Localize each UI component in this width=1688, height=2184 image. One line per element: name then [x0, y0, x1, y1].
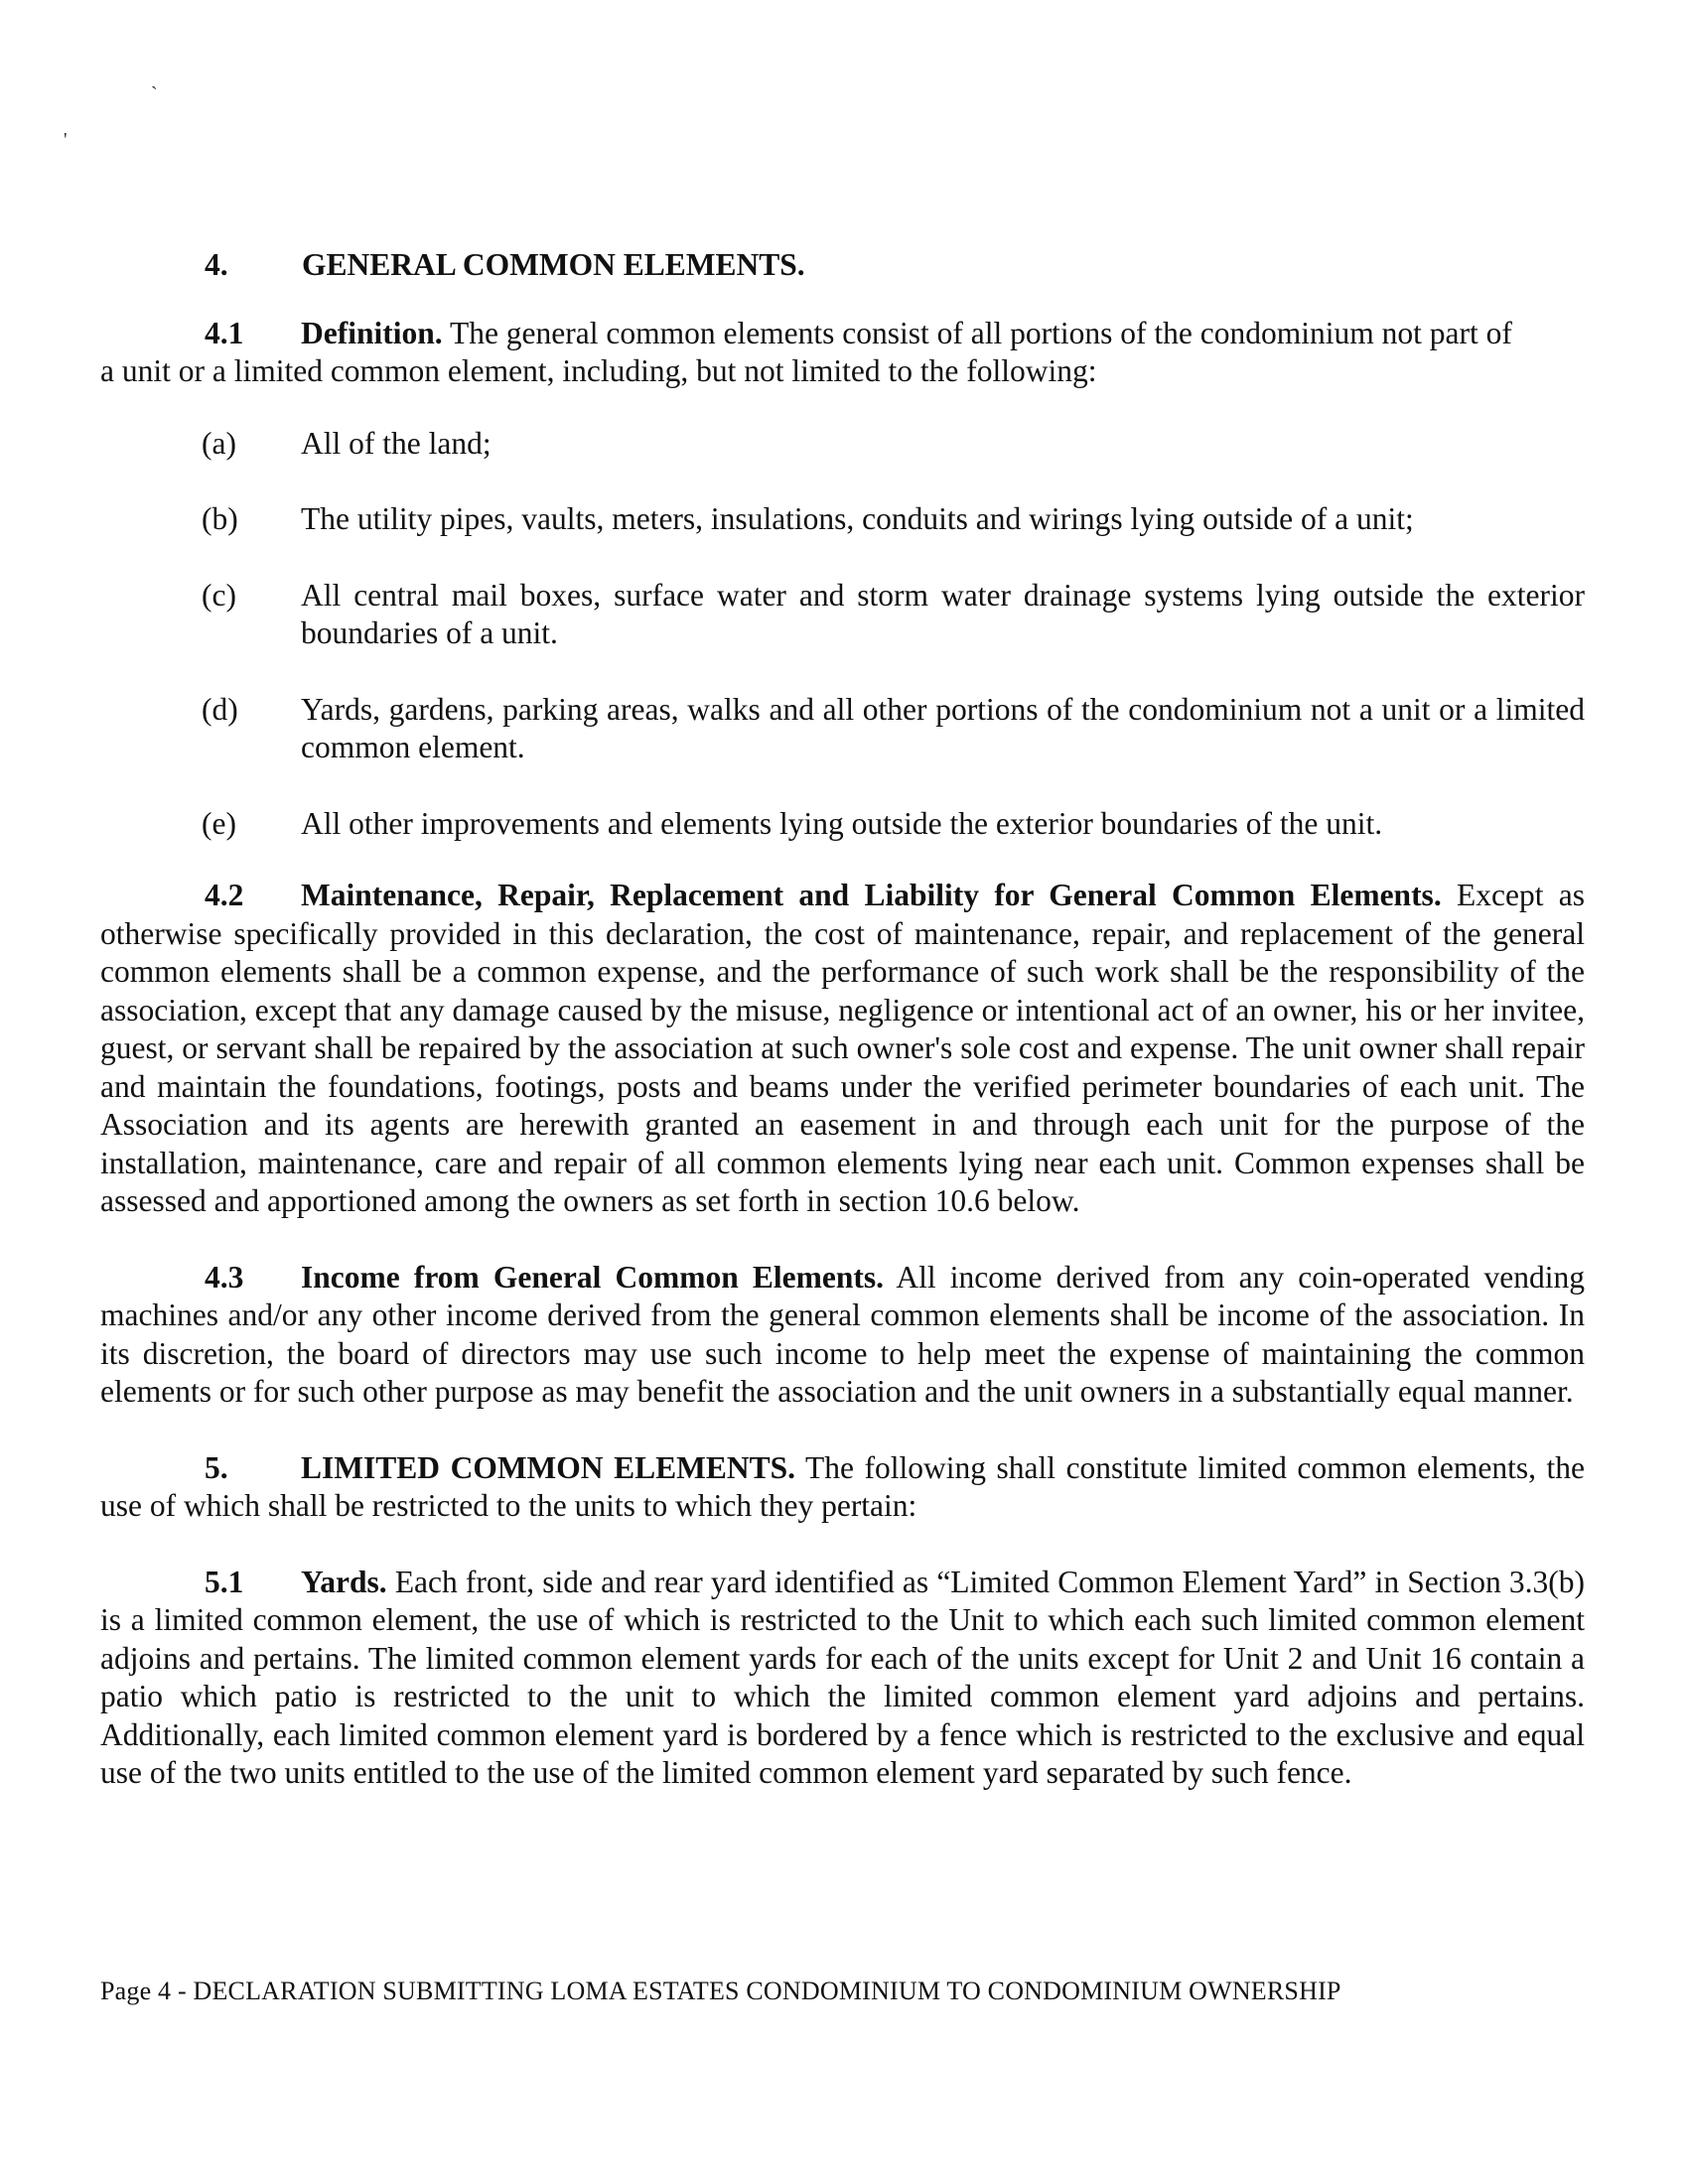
scan-mark: ' — [64, 129, 68, 151]
page-footer: Page 4 - DECLARATION SUBMITTING LOMA ESTATES CONDOMINIUM TO CONDOMINIUM OWNERSHIP — [100, 1977, 1341, 2005]
paragraph: 4.2 Maintenance, Repair, Replacement and Liability for General Common Elements. Except as otherwise specifically provided in this declaration, the cost of maintenance, repair, and replacement of the general common elements shall be a common expense, and the performance of such work shall be the responsibility of the association, except that any damage caused by the misuse, negligence or intentional act of an owner, his or her invitee, guest, or servant shall be repaired by the association at such owner's sole cost and expense. The unit owner shall repair and maintain the foundations, footings, posts and beams under the verified perimeter boundaries of each unit. The Association and its agents are herewith granted an easement in and through each unit for the purpose of the installation, maintenance, care and repair of all common elements lying near each unit. Common expenses shall be assessed and apportioned among the owners as set forth in section 10.6 below. — [100, 878, 1586, 1218]
list-item: (b) The utility pipes, vaults, meters, insulations, conduits and wirings lying outside of a unit; — [202, 501, 1414, 536]
list-item: (d) Yards, gardens, parking areas, walks and all other portions of the condominium not a unit or a limited common element. — [202, 691, 1585, 764]
list-item: (c) All central mail boxes, surface water and storm water drainage systems lying outside the exterior boundaries of a unit. — [202, 577, 1585, 650]
paragraph: 4.3 Income from General Common Elements. All income derived from any coin-operated vending machines and/or any other income derived from the general common elements shall be income of the association. In its discretion, the board of directors may use such income to help meet the expense of maintaining the common elements or for such other purpose as may benefit the association and the unit owners in a substantially equal manner. — [100, 1259, 1585, 1409]
paragraph: 4.1 Definition. The general common elements consist of all portions of the condominium not part of — [205, 315, 1512, 350]
paragraph-continuation: a unit or a limited common element, including, but not limited to the following: — [100, 353, 1097, 388]
list-item: (e) All other improvements and elements lying outside the exterior boundaries of the unit. — [202, 805, 1383, 841]
section-heading: 4. GENERAL COMMON ELEMENTS. — [205, 247, 805, 282]
list-item: (a) All of the land; — [202, 425, 492, 461]
paragraph: 5. LIMITED COMMON ELEMENTS. The following shall constitute limited common elements, the use of which shall be restricted to the units to which they pertain: — [100, 1449, 1585, 1523]
scan-mark: ` — [151, 83, 158, 105]
item-list — [100, 425, 1585, 844]
document-body — [100, 246, 1585, 1793]
paragraph: 5.1 Yards. Each front, side and rear yard identified as “Limited Common Element Yard” in Section 3.3(b) is a limited common element, the use of which is restricted to the Unit to which each such limited common element adjoins and pertains. The limited common element yards for each of the units except for Unit 2 and Unit 16 contain a patio which patio is restricted to the unit to which the limited common element yard adjoins and pertains. Additionally, each limited common element yard is bordered by a fence which is restricted to the exclusive and equal use of the two units entitled to the use of the limited common element yard separated by such fence. — [100, 1564, 1586, 1790]
